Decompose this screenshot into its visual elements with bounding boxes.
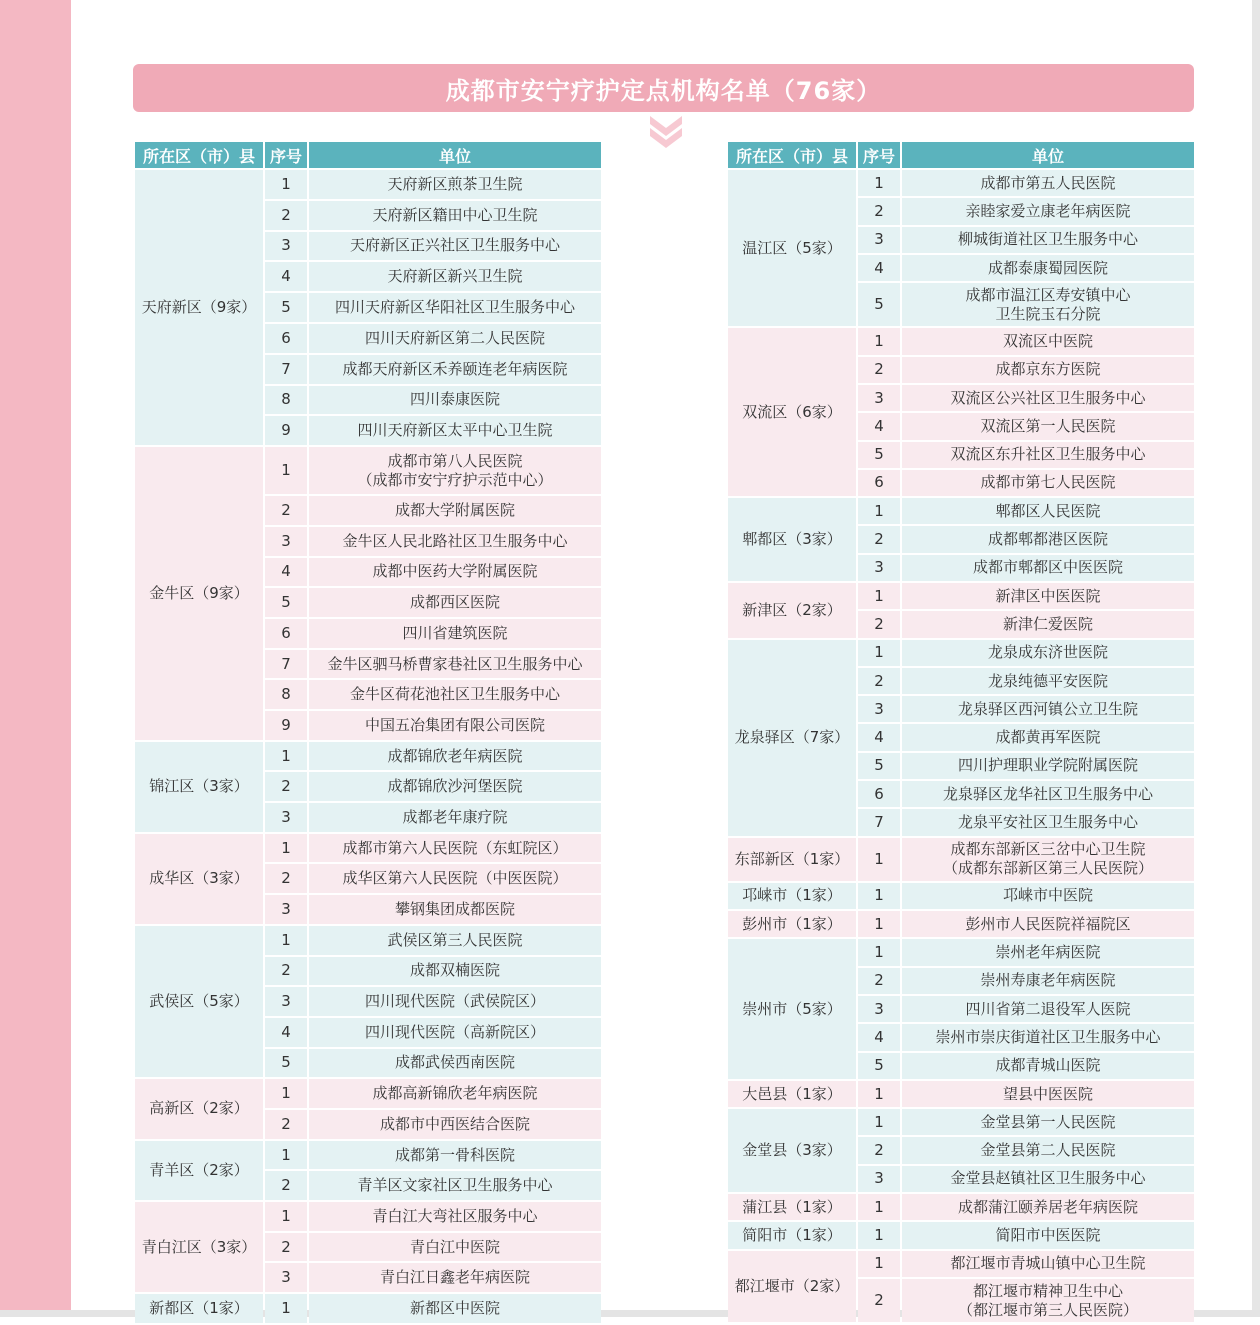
unit-cell: 成都高新锦欣老年病医院	[309, 1079, 601, 1108]
unit-cell: 四川省建筑医院	[309, 619, 601, 648]
unit-cell: 龙泉驿区西河镇公立卫生院	[902, 696, 1194, 722]
seq-cell: 4	[858, 255, 900, 281]
unit-cell: 都江堰市青城山镇中心卫生院	[902, 1251, 1194, 1277]
seq-cell: 2	[265, 1233, 307, 1262]
unit-cell: 成都黄再军医院	[902, 724, 1194, 750]
district-cell: 东部新区（1家）	[728, 838, 856, 881]
unit-cell: 成都东部新区三岔中心卫生院 （成都东部新区第三人民医院）	[902, 838, 1194, 881]
seq-cell: 2	[265, 496, 307, 525]
unit-cell: 双流区公兴社区卫生服务中心	[902, 385, 1194, 411]
unit-cell: 龙泉纯德平安医院	[902, 668, 1194, 694]
unit-cell: 龙泉驿区龙华社区卫生服务中心	[902, 781, 1194, 807]
district-cell: 金牛区（9家）	[135, 447, 263, 740]
unit-cell: 都江堰市精神卫生中心 （都江堰市第三人民医院）	[902, 1279, 1194, 1322]
district-cell: 蒲江县（1家）	[728, 1194, 856, 1220]
seq-cell: 7	[858, 809, 900, 835]
seq-cell: 6	[858, 781, 900, 807]
seq-cell: 3	[858, 227, 900, 253]
seq-cell: 7	[265, 355, 307, 384]
seq-cell: 6	[265, 324, 307, 353]
unit-cell: 金牛区人民北路社区卫生服务中心	[309, 527, 601, 556]
unit-cell: 金牛区驷马桥曹家巷社区卫生服务中心	[309, 650, 601, 679]
unit-cell: 青白江大弯社区服务中心	[309, 1202, 601, 1231]
seq-cell: 1	[858, 838, 900, 881]
unit-cell: 双流区中医院	[902, 328, 1194, 354]
unit-cell: 成都天府新区禾养颐连老年病医院	[309, 355, 601, 384]
unit-cell: 攀钢集团成都医院	[309, 895, 601, 924]
unit-cell: 新津区中医医院	[902, 583, 1194, 609]
seq-cell: 4	[858, 413, 900, 439]
header-seq: 序号	[265, 142, 307, 168]
seq-cell: 9	[265, 711, 307, 740]
table-row	[728, 328, 1194, 354]
unit-cell: 成都市郫都区中医医院	[902, 555, 1194, 581]
seq-cell: 8	[265, 680, 307, 709]
seq-cell: 9	[265, 416, 307, 445]
seq-cell: 1	[265, 1294, 307, 1323]
unit-cell: 四川护理职业学院附属医院	[902, 753, 1194, 779]
table-body-right	[728, 170, 1194, 1322]
seq-cell: 2	[265, 957, 307, 986]
unit-cell: 成都老年康疗院	[309, 803, 601, 832]
district-cell: 天府新区（9家）	[135, 170, 263, 445]
table-row	[728, 838, 1194, 881]
unit-cell: 成都市第八人民医院 （成都市安宁疗护示范中心）	[309, 447, 601, 494]
seq-cell: 1	[265, 834, 307, 863]
unit-cell: 成都京东方医院	[902, 357, 1194, 383]
seq-cell: 1	[858, 170, 900, 196]
unit-cell: 彭州市人民医院祥福院区	[902, 911, 1194, 937]
unit-cell: 成都锦欣老年病医院	[309, 742, 601, 771]
unit-cell: 成都市第七人民医院	[902, 470, 1194, 496]
unit-cell: 中国五冶集团有限公司医院	[309, 711, 601, 740]
unit-cell: 新津仁爱医院	[902, 611, 1194, 637]
district-cell: 简阳市（1家）	[728, 1222, 856, 1248]
unit-cell: 成都西区医院	[309, 588, 601, 617]
seq-cell: 3	[265, 527, 307, 556]
unit-cell: 成都武侯西南医院	[309, 1049, 601, 1078]
seq-cell: 1	[265, 1079, 307, 1108]
seq-cell: 3	[858, 996, 900, 1022]
seq-cell: 1	[858, 911, 900, 937]
unit-cell: 成都第一骨科医院	[309, 1141, 601, 1170]
seq-cell: 1	[265, 1202, 307, 1231]
unit-cell: 四川现代医院（武侯院区）	[309, 987, 601, 1016]
table-row	[135, 1079, 601, 1108]
unit-cell: 天府新区籍田中心卫生院	[309, 201, 601, 230]
district-cell: 邛崃市（1家）	[728, 883, 856, 909]
seq-cell: 2	[858, 1279, 900, 1322]
unit-cell: 四川天府新区第二人民医院	[309, 324, 601, 353]
seq-cell: 4	[858, 1024, 900, 1050]
table-header-row	[728, 142, 1194, 168]
seq-cell: 5	[858, 1053, 900, 1079]
seq-cell: 2	[858, 357, 900, 383]
unit-cell: 成都锦欣沙河堡医院	[309, 772, 601, 801]
seq-cell: 2	[858, 611, 900, 637]
table-row	[135, 1294, 601, 1323]
unit-cell: 双流区第一人民医院	[902, 413, 1194, 439]
table-row	[728, 911, 1194, 937]
seq-cell: 1	[858, 583, 900, 609]
seq-cell: 1	[265, 447, 307, 494]
seq-cell: 2	[265, 201, 307, 230]
unit-cell: 青白江日鑫老年病医院	[309, 1263, 601, 1292]
seq-cell: 6	[858, 470, 900, 496]
table-row	[135, 834, 601, 863]
unit-cell: 成都大学附属医院	[309, 496, 601, 525]
seq-cell: 3	[858, 385, 900, 411]
seq-cell: 5	[858, 283, 900, 326]
seq-cell: 1	[265, 926, 307, 955]
seq-cell: 1	[858, 939, 900, 965]
unit-cell: 成都泰康蜀园医院	[902, 255, 1194, 281]
unit-cell: 成都中医药大学附属医院	[309, 558, 601, 587]
table-row	[135, 1202, 601, 1231]
seq-cell: 5	[858, 753, 900, 779]
district-cell: 青羊区（2家）	[135, 1141, 263, 1200]
unit-cell: 金堂县第一人民医院	[902, 1109, 1194, 1135]
unit-cell: 双流区东升社区卫生服务中心	[902, 442, 1194, 468]
seq-cell: 4	[265, 1018, 307, 1047]
header-district: 所在区（市）县	[135, 142, 263, 168]
unit-cell: 成都市中西医结合医院	[309, 1110, 601, 1139]
table-row	[135, 742, 601, 771]
seq-cell: 6	[265, 619, 307, 648]
unit-cell: 崇州老年病医院	[902, 939, 1194, 965]
table-row	[728, 583, 1194, 609]
unit-cell: 青白江中医院	[309, 1233, 601, 1262]
table-row	[728, 1081, 1194, 1107]
seq-cell: 5	[265, 1049, 307, 1078]
unit-cell: 金堂县第二人民医院	[902, 1137, 1194, 1163]
unit-cell: 四川泰康医院	[309, 386, 601, 415]
unit-cell: 郫都区人民医院	[902, 498, 1194, 524]
table-row	[728, 939, 1194, 965]
seq-cell: 1	[858, 498, 900, 524]
seq-cell: 2	[265, 772, 307, 801]
district-cell: 锦江区（3家）	[135, 742, 263, 832]
header-unit: 单位	[902, 142, 1194, 168]
seq-cell: 3	[265, 987, 307, 1016]
seq-cell: 4	[265, 558, 307, 587]
page-title: 成都市安宁疗护定点机构名单（76家）	[133, 64, 1194, 112]
header-district: 所在区（市）县	[728, 142, 856, 168]
unit-cell: 四川天府新区太平中心卫生院	[309, 416, 601, 445]
table-row	[728, 1109, 1194, 1135]
district-cell: 新都区（1家）	[135, 1294, 263, 1323]
unit-cell: 望县中医医院	[902, 1081, 1194, 1107]
seq-cell: 4	[265, 262, 307, 291]
district-cell: 高新区（2家）	[135, 1079, 263, 1138]
seq-cell: 1	[858, 1222, 900, 1248]
right-page-edge	[1252, 0, 1260, 1310]
seq-cell: 3	[265, 895, 307, 924]
seq-cell: 1	[265, 742, 307, 771]
district-cell: 双流区（6家）	[728, 328, 856, 496]
table-row	[728, 1251, 1194, 1277]
unit-cell: 青羊区文家社区卫生服务中心	[309, 1171, 601, 1200]
seq-cell: 1	[265, 170, 307, 199]
seq-cell: 2	[265, 1171, 307, 1200]
unit-cell: 四川省第二退役军人医院	[902, 996, 1194, 1022]
seq-cell: 2	[858, 668, 900, 694]
seq-cell: 2	[858, 1137, 900, 1163]
unit-cell: 成都郫都港区医院	[902, 526, 1194, 552]
institution-table-right	[726, 140, 1196, 1324]
unit-cell: 龙泉成东济世医院	[902, 640, 1194, 666]
table-body-left	[135, 170, 601, 1323]
unit-cell: 成都市第六人民医院（东虹院区）	[309, 834, 601, 863]
seq-cell: 2	[265, 864, 307, 893]
seq-cell: 1	[858, 328, 900, 354]
seq-cell: 1	[858, 1109, 900, 1135]
seq-cell: 1	[265, 1141, 307, 1170]
table-header-row	[135, 142, 601, 168]
seq-cell: 3	[858, 555, 900, 581]
seq-cell: 3	[858, 696, 900, 722]
seq-cell: 5	[858, 442, 900, 468]
unit-cell: 金牛区荷花池社区卫生服务中心	[309, 680, 601, 709]
seq-cell: 2	[858, 526, 900, 552]
unit-cell: 成华区第六人民医院（中医医院）	[309, 864, 601, 893]
unit-cell: 天府新区新兴卫生院	[309, 262, 601, 291]
unit-cell: 天府新区正兴社区卫生服务中心	[309, 232, 601, 261]
unit-cell: 亲睦家爱立康老年病医院	[902, 198, 1194, 224]
seq-cell: 3	[858, 1166, 900, 1192]
seq-cell: 1	[858, 883, 900, 909]
unit-cell: 四川现代医院（高新院区）	[309, 1018, 601, 1047]
seq-cell: 5	[265, 588, 307, 617]
district-cell: 崇州市（5家）	[728, 939, 856, 1078]
seq-cell: 1	[858, 640, 900, 666]
table-row	[728, 170, 1194, 196]
unit-cell: 崇州寿康老年病医院	[902, 968, 1194, 994]
unit-cell: 龙泉平安社区卫生服务中心	[902, 809, 1194, 835]
unit-cell: 新都区中医院	[309, 1294, 601, 1323]
unit-cell: 简阳市中医医院	[902, 1222, 1194, 1248]
unit-cell: 成都市第五人民医院	[902, 170, 1194, 196]
seq-cell: 8	[265, 386, 307, 415]
district-cell: 龙泉驿区（7家）	[728, 640, 856, 836]
district-cell: 温江区（5家）	[728, 170, 856, 326]
table-row	[135, 926, 601, 955]
institution-table-left	[133, 140, 603, 1325]
unit-cell: 四川天府新区华阳社区卫生服务中心	[309, 293, 601, 322]
seq-cell: 1	[858, 1251, 900, 1277]
district-cell: 新津区（2家）	[728, 583, 856, 638]
unit-cell: 天府新区煎茶卫生院	[309, 170, 601, 199]
district-cell: 郫都区（3家）	[728, 498, 856, 581]
table-row	[728, 640, 1194, 666]
header-unit: 单位	[309, 142, 601, 168]
header-seq: 序号	[858, 142, 900, 168]
table-row	[135, 447, 601, 494]
table-row	[728, 1194, 1194, 1220]
unit-cell: 武侯区第三人民医院	[309, 926, 601, 955]
table-row	[135, 1141, 601, 1170]
table-row	[728, 883, 1194, 909]
unit-cell: 成都市温江区寿安镇中心 卫生院玉石分院	[902, 283, 1194, 326]
seq-cell: 1	[858, 1194, 900, 1220]
district-cell: 大邑县（1家）	[728, 1081, 856, 1107]
left-decorative-band	[0, 0, 71, 1310]
district-cell: 青白江区（3家）	[135, 1202, 263, 1292]
unit-cell: 崇州市崇庆街道社区卫生服务中心	[902, 1024, 1194, 1050]
seq-cell: 3	[265, 232, 307, 261]
seq-cell: 7	[265, 650, 307, 679]
unit-cell: 邛崃市中医院	[902, 883, 1194, 909]
table-row	[728, 1222, 1194, 1248]
table-row	[135, 170, 601, 199]
seq-cell: 3	[265, 1263, 307, 1292]
table-row	[728, 498, 1194, 524]
seq-cell: 1	[858, 1081, 900, 1107]
district-cell: 武侯区（5家）	[135, 926, 263, 1077]
unit-cell: 成都蒲江颐养居老年病医院	[902, 1194, 1194, 1220]
district-cell: 彭州市（1家）	[728, 911, 856, 937]
seq-cell: 3	[265, 803, 307, 832]
unit-cell: 成都双楠医院	[309, 957, 601, 986]
seq-cell: 2	[858, 968, 900, 994]
seq-cell: 2	[265, 1110, 307, 1139]
seq-cell: 2	[858, 198, 900, 224]
district-cell: 成华区（3家）	[135, 834, 263, 924]
seq-cell: 5	[265, 293, 307, 322]
unit-cell: 柳城街道社区卫生服务中心	[902, 227, 1194, 253]
unit-cell: 成都青城山医院	[902, 1053, 1194, 1079]
unit-cell: 金堂县赵镇社区卫生服务中心	[902, 1166, 1194, 1192]
district-cell: 都江堰市（2家）	[728, 1251, 856, 1322]
district-cell: 金堂县（3家）	[728, 1109, 856, 1192]
seq-cell: 4	[858, 724, 900, 750]
chevron-down-icon	[646, 112, 686, 152]
